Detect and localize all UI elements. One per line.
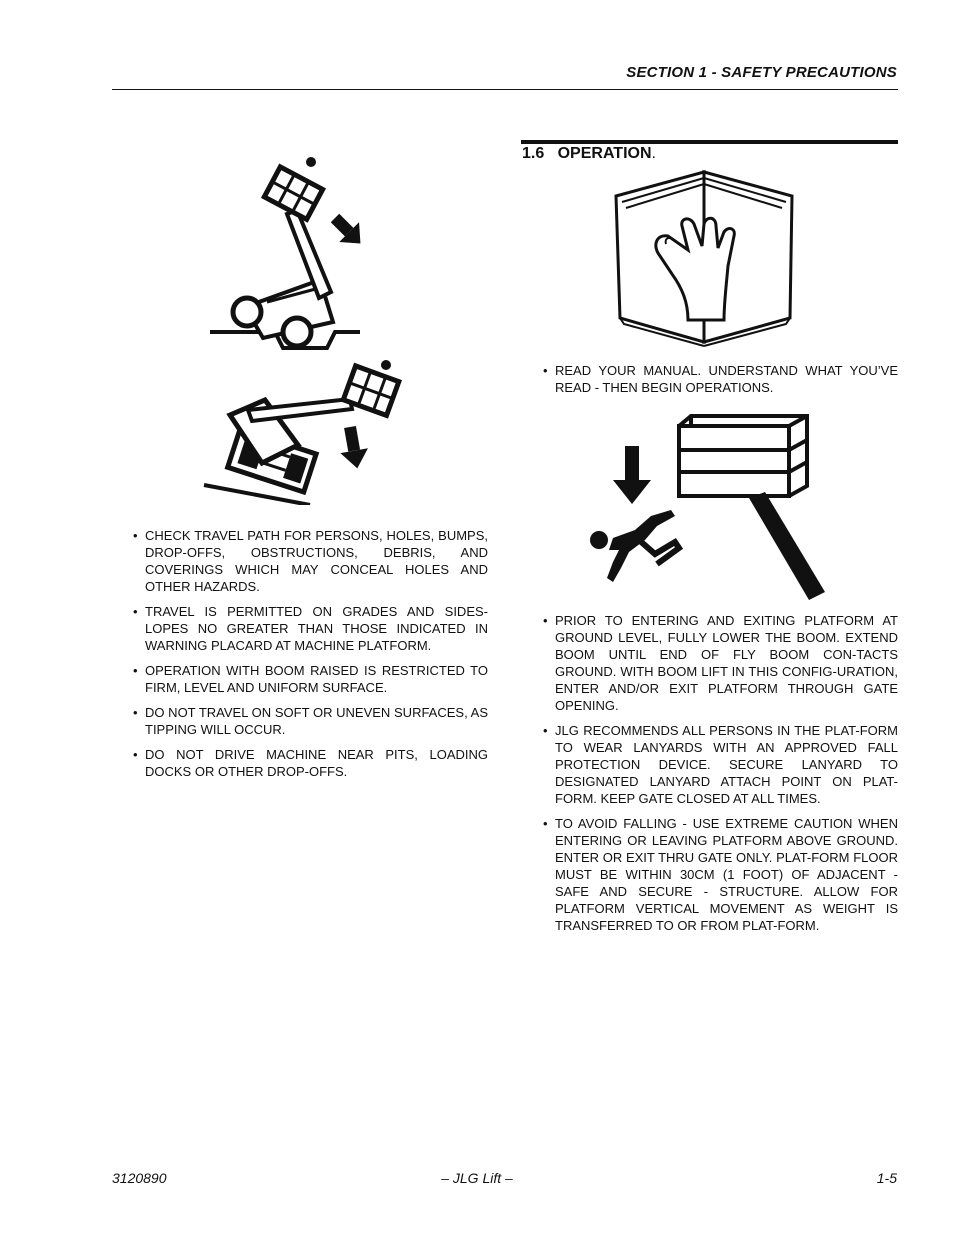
- list-item: • DO NOT DRIVE MACHINE NEAR PITS, LOADING DOCKS OR OTHER DROP-OFFS.: [124, 746, 488, 780]
- falling-person-platform-icon: [585, 412, 835, 602]
- list-item: • OPERATION WITH BOOM RAISED IS RESTRICTED TO FIRM, LEVEL AND UNIFORM SURFACE.: [124, 662, 488, 696]
- section-header-title: SECTION 1 - SAFETY PRECAUTIONS: [626, 64, 897, 81]
- list-item: • DO NOT TRAVEL ON SOFT OR UNEVEN SURFACES, AS TIPPING WILL OCCUR.: [124, 704, 488, 738]
- section-heading: [522, 145, 656, 163]
- left-bullet-list: [124, 527, 488, 788]
- footer-center-text: – JLG Lift –: [441, 1170, 513, 1186]
- right-bullet-list-bottom: [534, 612, 898, 942]
- boom-lift-pothole-tip-icon: [205, 152, 365, 352]
- list-item: • TO AVOID FALLING - USE EXTREME CAUTION WHEN ENTERING OR LEAVING PLATFORM ABOVE GROUND. ENTER OR EXIT THRU GATE ONLY. PLAT-FORM FLOOR MUST BE WITHIN 30CM (1 FOOT) OF ADJACENT - SAFE AND SECURE - STRUCTURE. ALLOW FOR PLATFORM VERTICAL MOVEMENT AS WEIGHT IS TRANSFERRED TO OR FROM PLAT-FORM.: [534, 815, 898, 934]
- right-bullet-list-top: [534, 362, 898, 404]
- list-item: • CHECK TRAVEL PATH FOR PERSONS, HOLES, BUMPS, DROP-OFFS, OBSTRUCTIONS, DEBRIS, AND COVERINGS WHICH MAY CONCEAL HOLES AND OTHER HAZARDS.: [124, 527, 488, 595]
- section-title-period: .: [651, 145, 656, 162]
- section-title: OPERATION: [557, 145, 652, 162]
- header-rule: [112, 89, 898, 90]
- list-item: • TRAVEL IS PERMITTED ON GRADES AND SIDES-LOPES NO GREATER THAN THOSE INDICATED IN WARNING PLACARD AT MACHINE PLATFORM.: [124, 603, 488, 654]
- list-item: • JLG RECOMMENDS ALL PERSONS IN THE PLAT-FORM TO WEAR LANYARDS WITH AN APPROVED FALL PROTECTION DEVICE. SECURE LANYARD TO DESIGNATED LANYARD ATTACH POINT ON PLAT-FORM. KEEP GATE CLOSED AT ALL TIMES.: [534, 722, 898, 807]
- boom-lift-slope-tip-icon: [200, 355, 410, 505]
- footer-doc-number: 3120890: [112, 1170, 167, 1186]
- footer-page-number: 1-5: [876, 1170, 897, 1186]
- read-manual-icon: [612, 170, 797, 348]
- section-rule: [521, 140, 898, 144]
- section-number: 1.6: [522, 145, 545, 162]
- list-item: • PRIOR TO ENTERING AND EXITING PLATFORM AT GROUND LEVEL, FULLY LOWER THE BOOM. EXTEND BOOM UNTIL END OF FLY BOOM CON-TACTS GROUND. WITH BOOM LIFT IN THIS CONFIG-URATION, ENTER AND/OR EXIT PLATFORM THROUGH GATE OPENING.: [534, 612, 898, 714]
- list-item: • READ YOUR MANUAL. UNDERSTAND WHAT YOU’VE READ - THEN BEGIN OPERATIONS.: [534, 362, 898, 396]
